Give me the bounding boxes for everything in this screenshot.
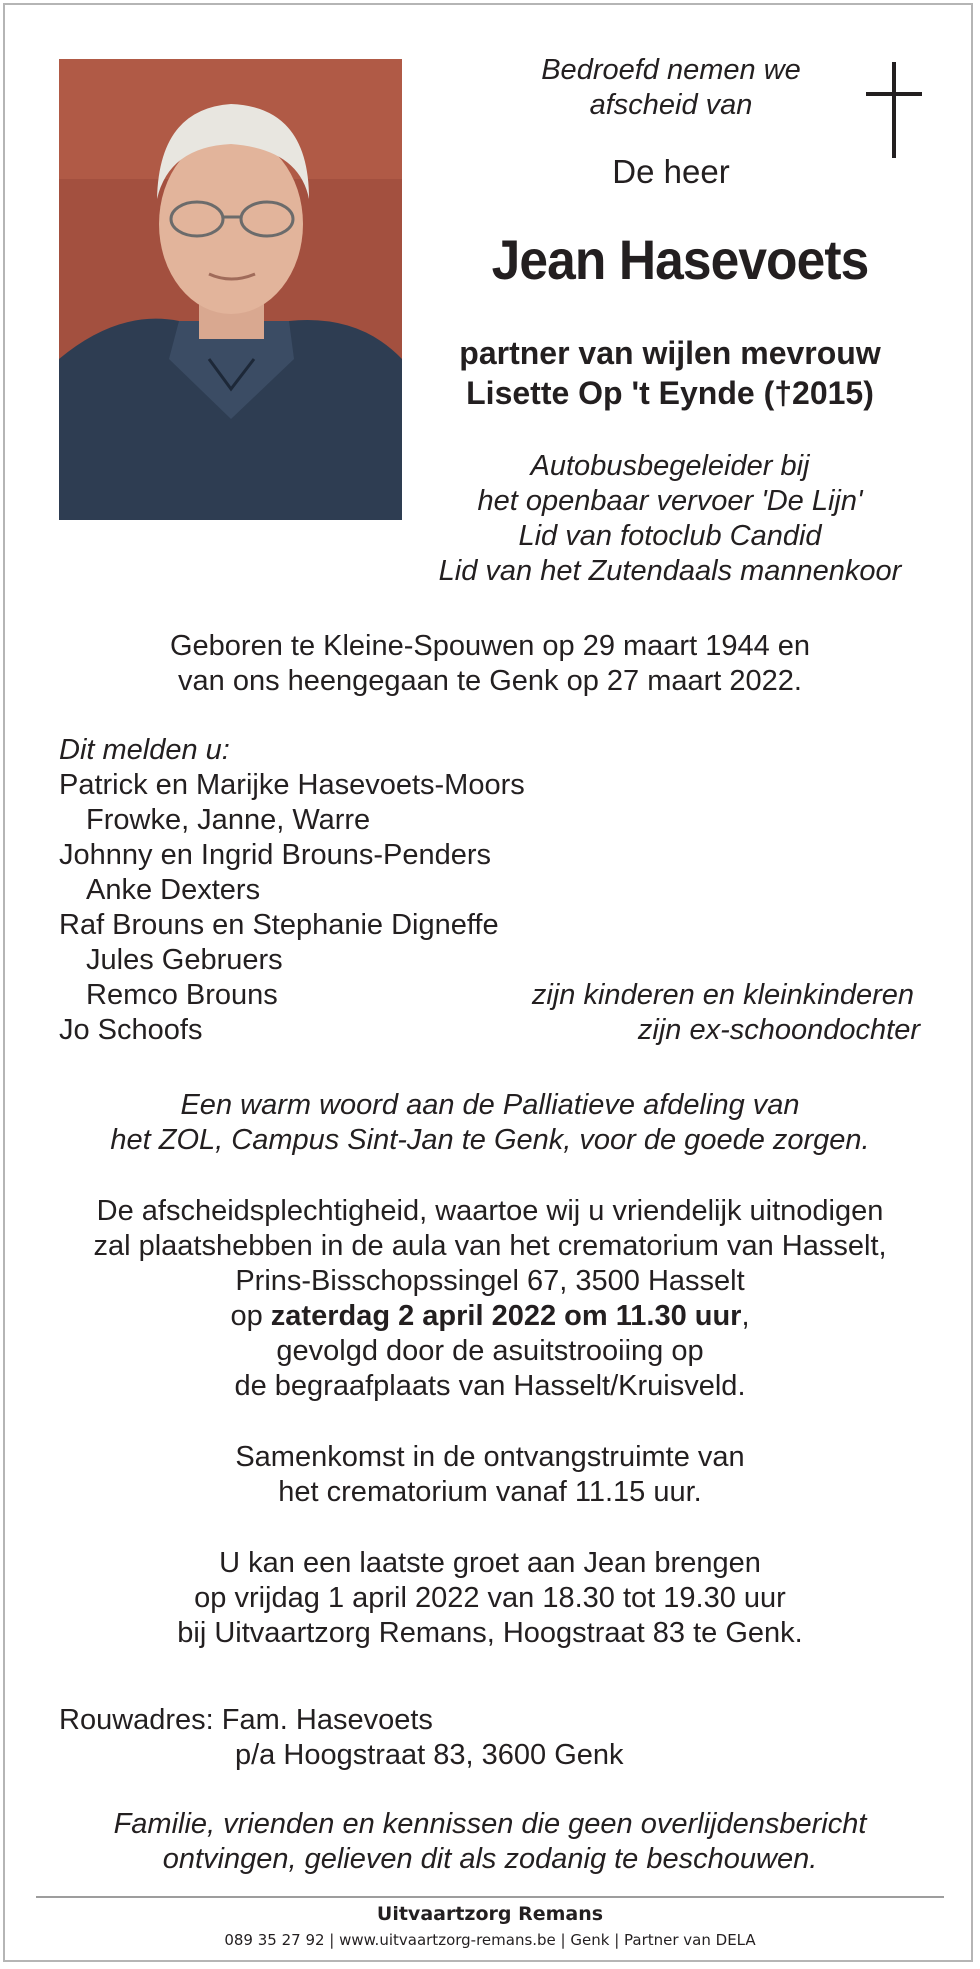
- visit-line-3: bij Uitvaartzorg Remans, Hoogstraat 83 te Genk.: [177, 1617, 803, 1649]
- family-name: Jo Schoofs: [59, 1014, 203, 1046]
- ceremony: [0, 1194, 980, 1404]
- role-line: Autobusbegeleider bij: [530, 450, 810, 482]
- address-line-2: p/a Hoogstraat 83, 3600 Genk: [235, 1739, 624, 1771]
- birth-line-2: van ons heengegaan te Genk op 27 maart 2022.: [178, 665, 802, 697]
- family-row: [59, 943, 920, 978]
- footer-divider: [36, 1896, 944, 1898]
- family-list: [59, 733, 920, 1048]
- gathering: [0, 1440, 980, 1510]
- thanks-line-1: Een warm woord aan de Palliatieve afdeling van: [180, 1089, 800, 1121]
- roles: [400, 449, 940, 589]
- gathering-line-1: Samenkomst in de ontvangstruimte van: [235, 1441, 745, 1473]
- family-name: Johnny en Ingrid Brouns-Penders: [59, 839, 492, 871]
- family-name: Remco Brouns: [86, 979, 278, 1011]
- role-line: Lid van fotoclub Candid: [518, 520, 822, 552]
- visit-line-1: U kan een laatste groet aan Jean brengen: [219, 1547, 761, 1579]
- family-row: [59, 768, 920, 803]
- title-prefix: De heer: [612, 153, 730, 190]
- closing-line-1: Familie, vrienden en kennissen die geen overlijdensbericht: [113, 1808, 867, 1840]
- family-row: [59, 838, 920, 873]
- ceremony-date-prefix: op: [230, 1300, 271, 1332]
- partner-line-2: Lisette Op 't Eynde (†2015): [466, 375, 874, 411]
- family-row: [59, 803, 920, 838]
- role-line: Lid van het Zutendaals mannenkoor: [438, 555, 902, 587]
- deceased-name: Jean Hasevoets: [491, 228, 869, 291]
- family-row: [59, 1013, 920, 1048]
- family-relation: zijn ex-schoondochter: [637, 1014, 920, 1046]
- cross-icon: [862, 60, 922, 160]
- ceremony-line-1: De afscheidsplechtigheid, waartoe wij u vriendelijk uitnodigen: [96, 1195, 884, 1227]
- thanks-line-2: het ZOL, Campus Sint-Jan te Genk, voor de goede zorgen.: [110, 1124, 870, 1156]
- role-line: het openbaar vervoer 'De Lijn': [477, 485, 863, 517]
- thanks: [0, 1088, 980, 1158]
- mourning-address: [59, 1703, 859, 1773]
- family-name: Raf Brouns en Stephanie Digneffe: [59, 909, 499, 941]
- family-relation: zijn kinderen en kleinkinderen: [531, 979, 914, 1011]
- name-wrap: [420, 225, 940, 295]
- birth-line-1: Geboren te Kleine-Spouwen op 29 maart 1944 en: [169, 630, 811, 662]
- family-row: [59, 873, 920, 908]
- ceremony-date-suffix: ,: [741, 1300, 750, 1332]
- family-name: Frowke, Janne, Warre: [86, 804, 371, 836]
- family-intro: Dit melden u:: [59, 734, 230, 766]
- ceremony-line-3: Prins-Bisschopssingel 67, 3500 Hasselt: [235, 1265, 745, 1297]
- birth-death: [0, 629, 980, 699]
- intro-line-1: Bedroefd nemen we: [541, 54, 801, 86]
- ceremony-line-5: gevolgd door de asuitstrooiing op: [276, 1335, 704, 1367]
- visit-line-2: op vrijdag 1 april 2022 van 18.30 tot 19.30 uur: [194, 1582, 786, 1614]
- ceremony-line-2: zal plaatshebben in de aula van het crematorium van Hasselt,: [93, 1230, 887, 1262]
- closing-note: [0, 1807, 980, 1877]
- gathering-line-2: het crematorium vanaf 11.15 uur.: [278, 1476, 702, 1508]
- ceremony-line-4: [0, 1299, 980, 1334]
- family-row: [59, 908, 920, 943]
- family-row: [59, 978, 920, 1013]
- closing-line-2: ontvingen, gelieven dit als zodanig te beschouwen.: [162, 1843, 818, 1875]
- family-name: Patrick en Marijke Hasevoets-Moors: [59, 769, 525, 801]
- intro: [471, 53, 871, 123]
- intro-line-2: afscheid van: [589, 89, 753, 121]
- ceremony-date: zaterdag 2 april 2022 om 11.30 uur: [270, 1300, 742, 1332]
- partner-line-1: partner van wijlen mevrouw: [459, 335, 881, 371]
- visitation: [0, 1546, 980, 1651]
- family-name: Jules Gebruers: [86, 944, 283, 976]
- family-name: Anke Dexters: [86, 874, 261, 906]
- partner: [420, 333, 920, 413]
- address-line-1: Rouwadres: Fam. Hasevoets: [59, 1704, 433, 1736]
- funeral-home-contact: 089 35 27 92 | www.uitvaartzorg-remans.be | Genk | Partner van DELA: [224, 1931, 756, 1949]
- portrait-photo: [59, 59, 402, 520]
- funeral-home-name: Uitvaartzorg Remans: [376, 1903, 604, 1925]
- ceremony-line-6: de begraafplaats van Hasselt/Kruisveld.: [234, 1370, 746, 1402]
